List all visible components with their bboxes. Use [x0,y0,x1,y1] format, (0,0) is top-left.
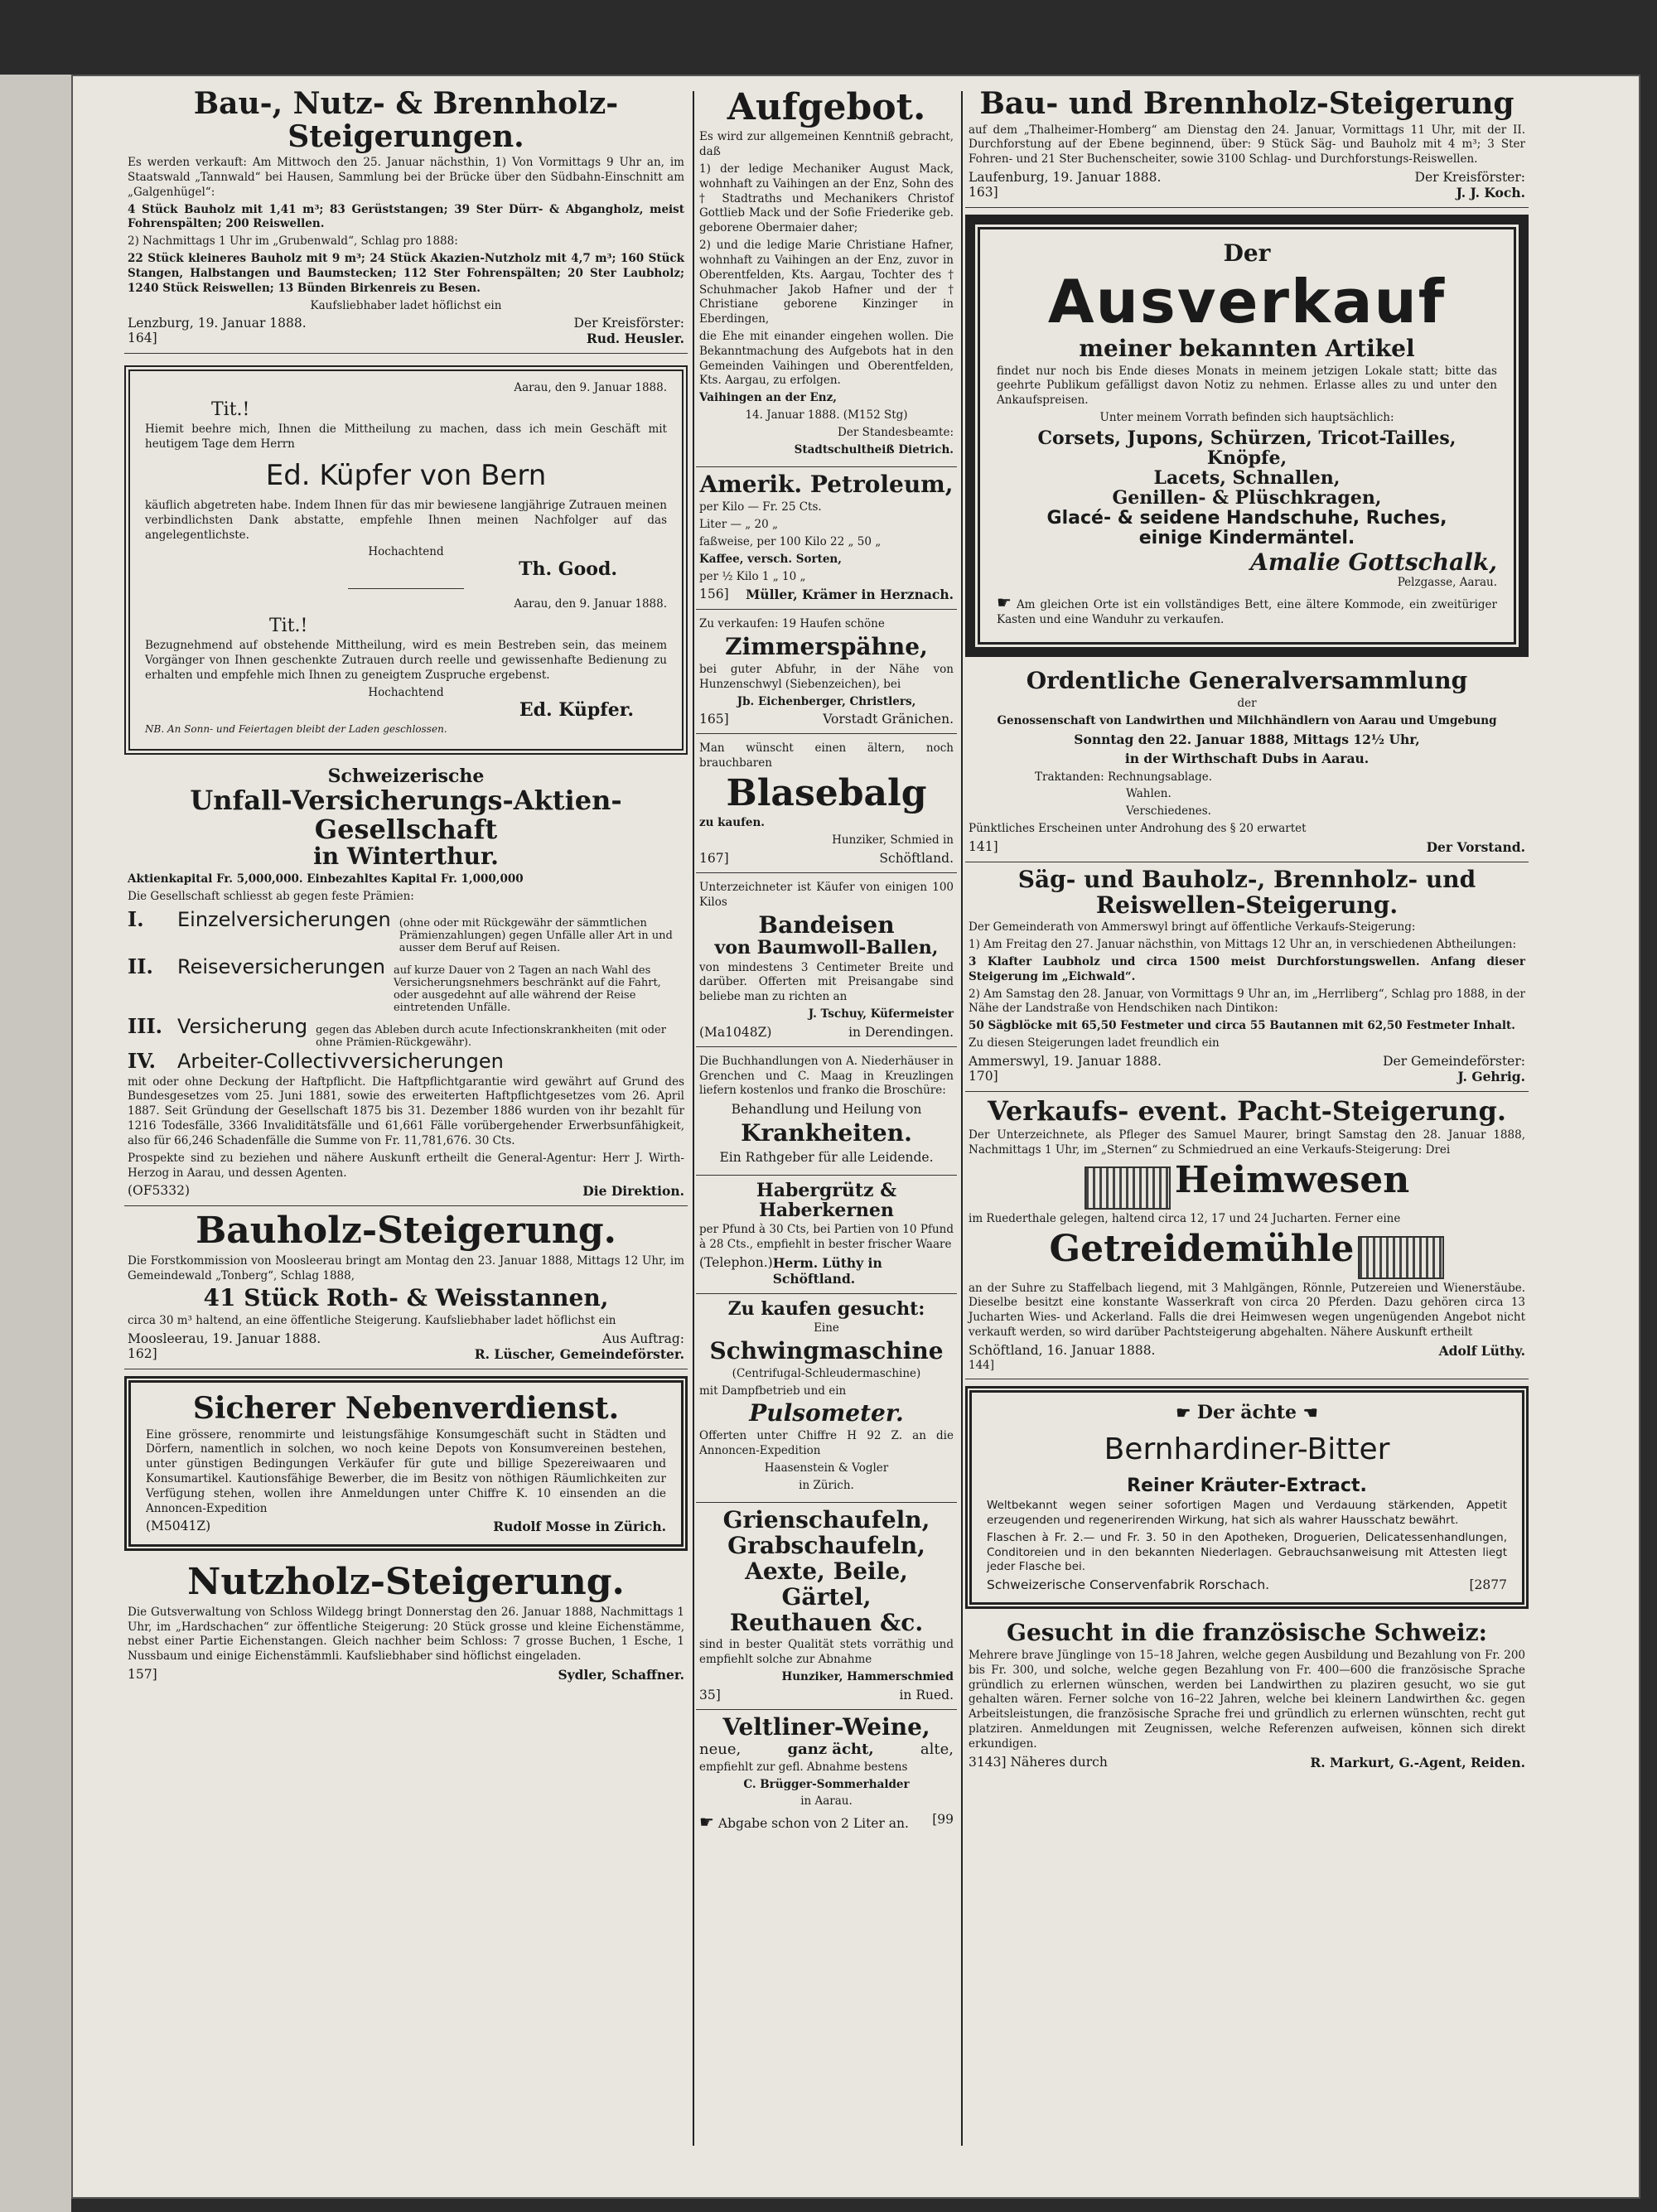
ad-signer: Die Direktion. [582,1183,684,1200]
ad-nebenverdienst [124,1376,688,1551]
ad-text: per Pfund à 30 Cts, bei Partien von 10 Pfund à 28 Cts., empfiehlt in bester frischer Waare [699,1223,954,1252]
ad-blasebalg [696,734,957,873]
ad-number: 170] [969,1068,998,1084]
ad-signer: Hunziker, Hammerschmied [781,1670,954,1684]
ad-title: Reuthauen &c. [729,1608,924,1636]
ad-text: findet nur noch bis Ende dieses Monats in meinem jetzigen Lokale statt; bitte das geehrte Publikum gefälligst davon Notiz zu nehmen. Erlasse alles zu und unter den Ankaufspreisen. [997,364,1497,408]
ad-habergruetz [696,1176,957,1294]
ad-kuepfer [124,365,688,754]
ad-petroleum [696,467,957,610]
column-left [124,83,688,1689]
agenda-item: Verschiedenes. [1126,804,1211,819]
ad-place: Vaihingen an der Enz, [699,391,837,405]
scan-margin [0,75,71,2212]
ad-place: Vorstadt Gränichen. [823,712,954,727]
product-list: Glacé- & seidene Handschuhe, Ruches, [1046,507,1447,529]
column-right [965,83,1529,1777]
ad-veltliner [696,1710,957,1838]
ad-signer: Amalie Gottschalk, [1250,548,1497,576]
mill-illustration [1358,1236,1444,1279]
ad-signer: Th. Good. [519,558,617,581]
insurance-item: II. Reiseversicherungen auf kurze Dauer von 2 Tagen an nach Wahl des Versicherungsnehmers beschränkt auf die Fahrt, oder ausgedehnt auf alle während der Reise eintretenden Unfälle. [128,954,661,1014]
ad-signer: Stadtschultheiß Dietrich. [794,442,954,456]
ad-number: 167] [699,851,729,866]
ad-place: Moosleerau, 19. Januar 1888. [128,1331,321,1346]
ad-signer: Sydler, Schaffner. [558,1667,684,1683]
ad-text: alte, [920,1740,954,1758]
ad-signer: Jb. Eichenberger, Christlers, [737,694,916,708]
ad-place: Ammerswyl, 19. Januar 1888. [969,1053,1162,1069]
ad-signer: Herm. Lüthy in Schöftland. [772,1255,882,1287]
ad-pretitle: Der [1223,239,1271,268]
ad-title: Bauholz-Steigerung. [196,1210,616,1253]
ad-highlight: Heimwesen [1174,1158,1410,1201]
ad-text: an der Suhre zu Staffelbach liegend, mit 3 Mahlgängen, Rönnle, Putzereien und Wienerstäube. Dieselbe besitzt eine konstante Wasserkraft von circa 20 Pferden. Dazu gehören circa 13 Jucharten Wies- und Ackerland. Falls die drei Heimwesen wegen ungenügenden Angebot nicht verkauft werden, so wird darüber Pachtsteigerung abgehalten. Nähere Auskunft ertheilt [969,1281,1525,1339]
ad-text: 2) und die ledige Marie Christiane Hafner, wohnhaft zu Vaihingen an der Enz, zuvor in Oberentfelden, Kts. Aargau, Tochter des † Schuhmacher Jakob Hafner und der † Christiane geborene Kinzinger in Eberdingen, [699,239,954,326]
greeting: Hochachtend [368,545,444,559]
ad-signer: R. Markurt, G.-Agent, Reiden. [1310,1754,1525,1770]
ad-text: auf dem „Thalheimer-Homberg“ am Dienstag den 24. Januar, Vormittags 11 Uhr, mit der II. Durchforstung auf der Ebene beginnend, über: 9 Stück Säg- und Bauholz mit 4 m³; 3 Ster Fohren- und 21 Ster Buchenscheiter, sowie 3100 Schlag- und Durchforstungs-Reiswellen. [969,123,1525,167]
ad-role: Aus Auftrag: [602,1331,684,1346]
ad-bau-nutz-brennholz [124,83,688,354]
ad-text: von mindestens 3 Centimeter Breite und darüber. Offerten mit Preisangabe sind beliebe man zu richten an [699,960,954,1004]
ad-text: ganz ächt, [787,1740,874,1758]
price-line: faßweise, per 100 Kilo 22 „ 50 „ [699,534,882,548]
ad-text: Die Forstkommission von Moosleerau bringt am Montag den 23. Januar 1888, Mittags 12 Uhr, im Gemeindewald „Tonberg“, Schlag 1888, [128,1253,684,1282]
ad-highlight: Getreidemühle [1049,1228,1355,1270]
ad-number: 3143] [969,1754,1007,1770]
ad-title: Blasebalg [726,771,927,814]
ad-text: mit Dampfbetrieb und ein [699,1384,847,1398]
ad-place: in Rued. [899,1687,954,1702]
ad-broschuere [696,1047,957,1176]
ad-saegholz [965,862,1529,1092]
ad-text: 22 Stück kleineres Bauholz mit 9 m³; 24 Stück Akazien-Nutzholz mit 4,7 m³; 160 Stück Stangen, Halbstangen und Baumstecken; 112 Ster Fohrenspälten; 20 Ster Laubholz; 1240 Stück Reiswellen; 13 Bünden Birkenreis zu Besen. [128,252,684,295]
product-list: Corsets, Jupons, Schürzen, Tricot-Tailles, Knöpfe, [1037,427,1457,470]
agenda-item: Traktanden: Rechnungsablage. [1035,770,1213,784]
farmhouse-illustration [1085,1166,1171,1210]
ad-signer: R. Lüscher, Gemeindeförster. [474,1345,684,1362]
ad-text: Kaufsliebhaber ladet höflichst ein [310,298,502,312]
ad-code: (Ma1048Z) [699,1024,772,1040]
ad-signer: Haasenstein & Vogler [764,1461,889,1475]
ad-number: 163] [969,185,998,200]
price-line: Liter — „ 20 „ [699,518,778,532]
ad-pretitle: Der ächte [1196,1401,1297,1423]
ad-text: 4 Stück Bauholz mit 1,41 m³; 83 Gerüststangen; 39 Ster Dürr- & Abgangholz, meist Fohrenspälten; 200 Reiswellen. [128,202,684,231]
ad-nutzholz [124,1558,688,1689]
ad-text: neue, [699,1740,742,1758]
ad-text: zu kaufen. [699,816,766,830]
ad-number: 157] [128,1667,157,1683]
ad-text: Behandlung und Heilung von [731,1102,922,1118]
ad-subtitle: meiner bekannten Artikel [1079,334,1415,362]
ad-unfall-versicherung [124,761,688,1207]
ad-signer: Rud. Heusler. [586,331,684,347]
ad-text: Eine grössere, renommirte und leistungsfähige Konsumgeschäft sucht in Städten und Dörfern, namentlich in solchen, wo noch keine Depots von Konsumvereinen bestehen, unter günstigen Bedingungen Verkäufer für gute und billige Spezereiwaaren und Konsumartikel. Kautionsfähige Bewerber, die im Besitz von nöthigen Räumlichkeiten zur Verfügung stehen, wollen ihre Anmeldungen unter Chiffre K. 10 einsenden an die Annoncen-Expedition [146,1427,666,1515]
ad-signer: J. Gehrig. [1457,1068,1525,1084]
footnote: NB. An Sonn- und Feiertagen bleibt der Laden geschlossen. [145,722,447,735]
salutation: Tit.! [269,616,308,637]
ad-text: die Ehe mit einander eingehen wollen. Die Bekanntmachung des Aufgebots hat in den Gemeinden Vaihingen und Oberentfelden, Kts. Aargau, zu erfolgen. [699,329,954,388]
ad-role: Der Standesbeamte: [838,425,954,439]
ad-signer: J. Tschuy, Küfermeister [808,1007,954,1021]
ad-text: Näheres durch [1010,1754,1108,1770]
ad-text: 50 Sägblöcke mit 65,50 Festmeter und circa 55 Bautannen mit 62,50 Festmeter Inhalt. [969,1019,1515,1033]
ad-text: Bezugnehmend auf obstehende Mittheilung, wird es mein Bestreben sein, das meinem Vorgänger von Ihnen geschenkte Zutrauen durch reelle und gewissenhafte Bedienung zu erhalten und empfehle mich Ihnen zu geneigtem Zuspruche ergebenst. [145,639,667,682]
pointing-hand-icon: ☛ [1176,1402,1191,1422]
ad-bauholz-steigerung [124,1206,688,1369]
ad-number: 141] [969,838,998,854]
ad-text: käuflich abgetreten habe. Indem Ihnen für das mir bewiesene langjährige Zutrauen meinen verbindlichsten Dank abstatte, empfehle Ihnen meinen Nachfolger auf das angelegentlichste. [145,498,667,542]
ad-text: Die Gutsverwaltung von Schloss Wildegg bringt Donnerstag den 26. Januar 1888, Nachmittags 1 Uhr, im „Hardschachen“ zur öffentliche Steigerung: 20 Stück grosse und kleine Eichenstämme, nebst einer Partie Eichenstangen. Gleich nachher beim Schloss: 7 grosse Buchen, 1 Esche, 1 Nussbaum und einige Eichenstämmli. Kaufsliebhaber sind höflichst eingeladen. [128,1605,684,1664]
price-line: per ½ Kilo 1 „ 10 „ [699,569,806,583]
ad-text: Unter meinem Vorrath befinden sich hauptsächlich: [1099,411,1394,425]
ad-title: Krankheiten. [741,1118,912,1147]
ad-subtitle: von Baumwoll-Ballen, [714,937,939,959]
ad-title: Amerik. Petroleum, [699,471,954,499]
ad-number: [99 [932,1812,954,1828]
ad-signer: Hunziker, Schmied in [832,833,954,848]
ad-signer: Müller, Krämer in Herznach. [746,587,954,603]
ad-title: Bau-, Nutz- & Brennholz-Steigerungen. [193,86,619,154]
ad-signer: J. J. Koch. [1456,185,1525,201]
ad-signer: C. Brügger-Sommerhalder [743,1777,910,1791]
ad-text: in der Wirthschaft Dubs in Aarau. [1124,751,1370,767]
ad-number: [2877 [1469,1577,1507,1593]
ad-signer: Ed. Küpfer. [519,698,634,721]
greeting: Hochachtend [368,685,444,699]
ad-number: 162] [128,1345,157,1361]
ad-text: bei guter Abfuhr, in der Nähe von Hunzenschwyl (Siebenzeichen), bei [699,662,954,691]
ad-text: mit oder ohne Deckung der Haftpflicht. Die Haftpflichtgarantie wird gewährt auf Grund des Bundesgesetzes vom 25. Juni 1881, sowie des erweiterten Haftpflichtgesetzes vom 26. April 1887. Seit Gründung der Gesellschaft 1875 bis 31. Dezember 1886 wurden von ihr bezahlt für 1216 Todesfälle, 3366 Invaliditätsfälle und 61,661 Fälle vorübergehender Erwerbsunfähigkeit, also für 66,246 Schadenfälle die Summe von Fr. 11,781,676. 30 Cts. [128,1075,684,1147]
ad-verkaufs-pacht [965,1092,1529,1379]
ad-text: Genossenschaft von Landwirthen und Milchhändlern von Aarau und Umgebung [997,713,1497,727]
ad-title: Grienschaufeln, [722,1506,930,1534]
ad-text: Hiemit beehre mich, Ihnen die Mittheilung zu machen, dass ich mein Geschäft mit heutigem Tage dem Herrn [145,423,667,452]
ad-title: Verkaufs- event. Pacht-Steigerung. [988,1094,1506,1127]
ad-code: (M5041Z) [146,1519,211,1534]
ad-number: 144] [969,1358,995,1372]
ad-title: Sicherer Nebenverdienst. [192,1390,620,1426]
insurance-item: III. Versicherung gegen das Ableben durch acute Infectionskrankheiten (mit oder ohne Prämien-Rückgewähr). [128,1013,666,1049]
ad-text: Die Buchhandlungen von A. Niederhäuser in Grenchen und C. Maag in Kreuzlingen liefern kostenlos und franko die Broschüre: [699,1054,954,1098]
pointing-hand-icon: ☚ [1302,1402,1318,1422]
ad-text: Der Gemeinderath von Ammerswyl bringt auf öffentliche Verkaufs-Steigerung: [969,920,1416,935]
ad-text: Zu verkaufen: 19 Haufen schöne [699,617,885,631]
successor-name: Ed. Küpfer von Bern [265,458,547,492]
ad-title: Zimmerspähne, [725,633,928,661]
ad-text: Aktienkapital Fr. 5,000,000. Einbezahltes Kapital Fr. 1,000,000 [128,872,524,886]
ad-text: 1) Am Freitag den 27. Januar nächsthin, von Mittags 12 Uhr an, in verschiedenen Abtheilungen: [969,938,1516,952]
ad-text: Prospekte sind zu beziehen und nähere Auskunft ertheilt die General-Agentur: Herr J. Wirth-Herzog in Aarau, und dessen Agenten. [128,1151,684,1180]
ad-date: Aarau, den 9. Januar 1888. [514,597,667,611]
ad-title: Unfall-Versicherungs-Aktien-Gesellschaft [190,784,622,846]
ad-text: Pünktliches Erscheinen unter Androhung des § 20 erwartet [969,821,1307,835]
ad-text: empfiehlt zur gefl. Abnahme bestens [699,1760,908,1774]
ad-text: Abgabe schon von 2 Liter an. [717,1816,909,1832]
ad-bau-brennholz [965,83,1529,208]
ad-text: Eine [814,1321,839,1335]
ad-pretitle: Schweizerische [327,765,485,787]
ad-text: Unterzeichneter ist Käufer von einigen 100 Kilos [699,881,954,909]
ad-title: Veltliner-Weine, [722,1712,930,1741]
ad-title: Aexte, Beile, Gärtel, [745,1558,908,1611]
salutation: Tit.! [211,399,250,421]
ad-text: Offerten unter Chiffre H 92 Z. an die Annoncen-Expedition [699,1429,954,1458]
ad-text: Weltbekannt wegen seiner sofortigen Magen und Verdauung stärkenden, Appetit erzeugenden und regenerirenden Wirkung, hat sich als wahrer Hausschatz bewährt. [987,1499,1507,1527]
insurance-item: I. Einzelversicherungen (ohne oder mit Rückgewähr der sämmtlichen Prämienzahlungen) gegen Unfälle aller Art in und ausser dem Beruf auf Reisen. [128,906,673,954]
insurance-item: IV. Arbeiter-Collectivversicherungen [128,1048,504,1073]
ad-grienschaufeln [696,1503,957,1709]
column-rule [693,91,694,2146]
ad-schwingmaschine [696,1294,957,1503]
ad-subtitle: in Winterthur. [313,843,499,871]
ad-aufgebot [696,83,957,467]
ad-bandeisen [696,873,957,1047]
ad-text: Am gleichen Orte ist ein vollständiges Bett, eine ältere Kommode, ein zweitüriger Kasten und eine Wanduhr zu verkaufen. [997,598,1497,627]
ad-text: 3 Klafter Laubholz und circa 1500 meist Durchforstungswellen. Anfang dieser Steigerung im „Eichwald“. [969,955,1525,983]
ad-text: Zu diesen Steigerungen ladet freundlich ein [969,1036,1220,1050]
ad-text: Der Unterzeichnete, als Pfleger des Samuel Maurer, bringt Samstag den 28. Januar 1888, Nachmittags 1 Uhr, im „Sternen“ zu Schmiedrued an eine Verkaufs-Steigerung: Drei [969,1128,1525,1157]
ad-number: 164] [128,331,157,346]
ad-place: Laufenburg, 19. Januar 1888. [969,170,1162,186]
ad-zimmerspaehne [696,610,957,734]
ad-highlight: Pulsometer. [749,1399,904,1427]
ad-title: Ordentliche Generalversammlung [1026,667,1468,695]
ad-text: Flaschen à Fr. 2.— und Fr. 3. 50 in den Apotheken, Droguerien, Delicatessenhandlungen, Conditoreien und in den bekannten Niederlagen. Gebrauchsanweisung mit Attesten liegt jeder Flasche bei. [987,1530,1507,1574]
ad-text: (Centrifugal-Schleudermaschine) [732,1366,921,1380]
ad-title: Grabschaufeln, [727,1532,925,1560]
ad-text: Ein Rathgeber für alle Leidende. [719,1149,934,1165]
ad-text: 2) Nachmittags 1 Uhr im „Grubenwald“, Schlag pro 1888: [128,234,458,249]
ad-text: 1) der ledige Mechaniker August Mack, wohnhaft zu Vaihingen an der Enz, Sohn des † Stadtraths und Mechanikers Christof Gottlieb Mack und der Sofie Friederike geb. geborene Obermaier daher; [699,162,954,235]
ad-number: 165] [699,712,729,727]
ad-title: Bandeisen [758,910,895,939]
ad-text: im Ruederthale gelegen, haltend circa 12, 17 und 24 Jucharten. Ferner eine [969,1212,1401,1226]
ad-role: Der Gemeindeförster: [1383,1053,1525,1069]
ad-title: Schwingmaschine [709,1337,944,1364]
ad-subtitle: Reiner Kräuter-Extract. [1127,1475,1367,1496]
column-middle [696,83,957,1838]
agenda-item: Wahlen. [1126,787,1171,801]
ad-text: 2) Am Samstag den 28. Januar, von Vormittags 9 Uhr an, im „Herrliberg“, Schlag pro 1888, in der Nähe der Landstraße von Hendschiken nach Dintikon: [969,987,1525,1016]
column-rule [961,91,963,2146]
ad-bernhardiner-bitter [965,1386,1529,1609]
ad-text: Man wünscht einen ältern, noch brauchbaren [699,741,954,770]
product-list: Genillen- & Plüschkragen, [1112,487,1382,510]
divider [348,588,464,589]
ad-highlight: 41 Stück Roth- & Weisstannen, [203,1284,609,1312]
ad-title: Säg- und Bauholz-, Brennholz- und Reiswellen-Steigerung. [1017,865,1476,919]
ad-text: Mehrere brave Jünglinge von 15–18 Jahren, welche gegen Ausbildung und Bezahlung von Fr. 200 bis Fr. 300, und solche, welche gegen Bezahlung von Fr. 400—600 die französische Sprache gründlich zu erlernen wünschen, werden bei Landwirthen zu plaziren gesucht, wo sie gut gehalten wären. Ferner solche von 16–22 Jahren, welche bei kleinern Landwirthen &c. gegen Arbeitsleistungen, die französische Sprache frei und gründlich zu erlernen wünschten, recht gut platziren. Anmeldungen mit Zeugnissen, welche Referenzen aufweisen, können sich direkt erkundigen. [969,1648,1525,1751]
ad-text: sind in bester Qualität stets vorräthig und empfiehlt solche zur Abnahme [699,1638,954,1667]
ad-title: Bernhardiner-Bitter [1104,1432,1390,1466]
ad-number: 156] [699,587,729,602]
ad-note: (Telephon.) [699,1255,773,1270]
ad-pretitle: Zu kaufen gesucht: [727,1298,925,1320]
ad-title: Gesucht in die französische Schweiz: [1007,1619,1487,1647]
price-line: per Kilo — Fr. 25 Cts. [699,500,822,514]
ad-place: Lenzburg, 19. Januar 1888. [128,316,307,331]
ad-title: Habergrütz & Haberkernen [756,1180,897,1222]
ad-date: Aarau, den 9. Januar 1888. [514,381,667,395]
ad-ausverkauf [965,215,1529,657]
ad-gesucht [965,1616,1529,1776]
ad-role: Der Kreisförster: [1414,170,1525,186]
pointing-hand-icon: ☛ [997,592,1012,612]
ad-role: Der Kreisförster: [573,316,684,331]
ad-signer: Der Vorstand. [1426,838,1525,855]
ad-title: Nutzholz-Steigerung. [187,1561,625,1604]
ad-generalversammlung [965,664,1529,862]
ad-signer: Rudolf Mosse in Zürich. [493,1519,666,1535]
ad-text: Es wird zur allgemeinen Kenntniß gebracht, daß [699,130,954,159]
ad-text: Sonntag den 22. Januar 1888, Mittags 12½ Uhr, [1074,731,1420,747]
price-line: Kaffee, versch. Sorten, [699,552,842,566]
ad-date: 14. Januar 1888. (M152 Stg) [745,408,908,423]
ad-text: circa 30 m³ haltend, an eine öffentliche Steigerung. Kaufsliebhaber ladet höflichst ein [128,1314,616,1328]
ad-text: der [1237,697,1257,710]
ad-place: Pelzgasse, Aarau. [1397,576,1497,589]
ad-text: Es werden verkauft: Am Mittwoch den 25. Januar nächsthin, 1) Von Vormittags 9 Uhr an, im Staatswald „Tannwald“ bei Hausen, Sammlung bei der Brücke über den Südbahn-Einschnitt am „Galgenhügel“: [128,156,684,199]
ad-text: Die Gesellschaft schliesst ab gegen feste Prämien: [128,889,414,903]
product-list: Lacets, Schnallen, [1153,467,1341,490]
pointing-hand-icon: ☛ [699,1812,714,1833]
product-list: einige Kindermäntel. [1138,527,1355,548]
ad-code: (OF5332) [128,1183,191,1199]
ad-number: 35] [699,1687,721,1702]
ad-place: in Derendingen. [848,1024,954,1040]
ad-title: Ausverkauf [1047,266,1447,336]
ad-place: in Zürich. [799,1478,854,1492]
ad-title: Bau- und Brennholz-Steigerung [979,86,1514,121]
ad-signer: Adolf Lüthy. [1438,1342,1525,1359]
ad-signer: Schweizerische Conservenfabrik Rorschach. [987,1577,1270,1593]
ad-place: Schöftland, 16. Januar 1888. [969,1342,1156,1358]
ad-place: Schöftland. [879,851,954,866]
ad-title: Aufgebot. [727,86,926,128]
ad-place: in Aarau. [800,1794,853,1809]
